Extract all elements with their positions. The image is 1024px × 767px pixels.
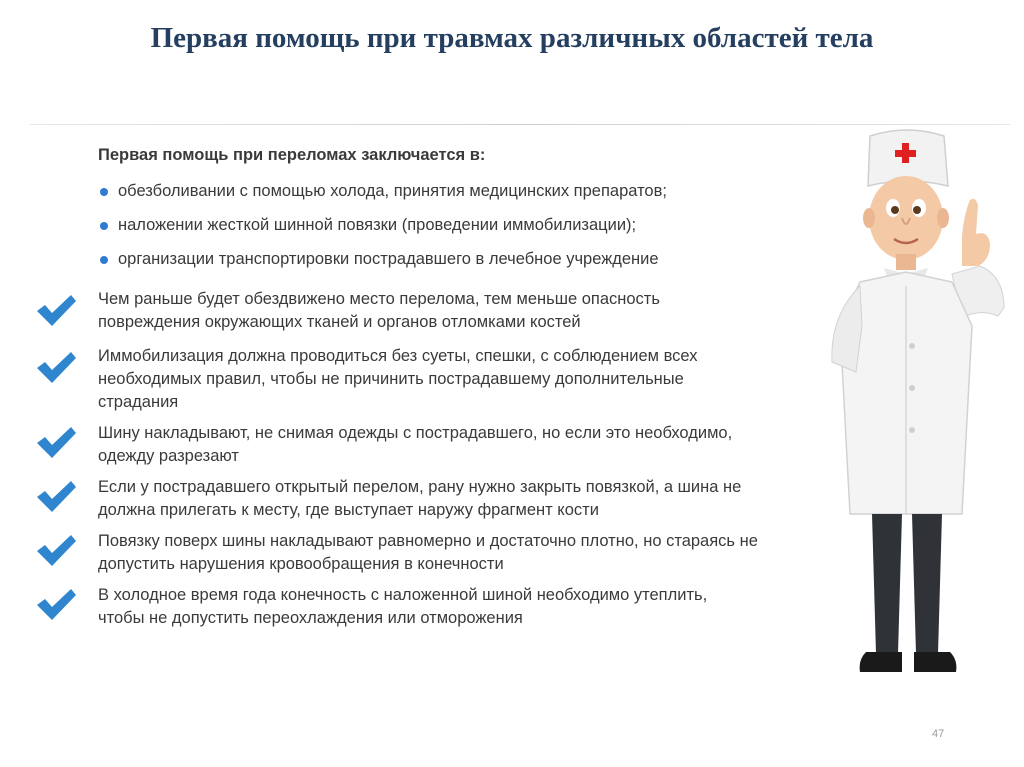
bullet-list	[98, 174, 667, 276]
bullet-dot-icon	[100, 256, 108, 264]
checkmark-icon	[34, 424, 78, 462]
checklist-text: Иммобилизация должна проводиться без суеты, спешки, с соблюдением всех необходимых правил, чтобы не причинить пострадавшему дополнительные страдания	[98, 347, 698, 411]
checkmark-icon	[34, 292, 78, 330]
bullet-dot-icon	[100, 188, 108, 196]
section-heading: Первая помощь при переломах заключается в:	[98, 146, 486, 164]
bullet-item	[98, 242, 667, 276]
checkmark-icon	[34, 532, 78, 570]
checklist-text: В холодное время года конечность с наложенной шиной необходимо утеплить, чтобы не допустить переохлаждения или отморожения	[98, 586, 708, 627]
checklist-text: Если у пострадавшего открытый перелом, рану нужно закрыть повязкой, а шина не должна прилегать к месту, где выступает наружу фрагмент кости	[98, 478, 742, 519]
bullet-text: обезболивании с помощью холода, принятия медицинских препаратов;	[118, 182, 667, 200]
bullet-dot-icon	[100, 222, 108, 230]
checklist-text: Чем раньше будет обездвижено место перелома, тем меньше опасность повреждения окружающих тканей и органов отломками костей	[98, 290, 660, 331]
checkmark-icon	[34, 586, 78, 624]
slide-title: Первая помощь при травмах различных областей тела	[150, 22, 874, 54]
bullet-item	[98, 208, 667, 242]
checkmark-icon	[34, 349, 78, 387]
checklist-text: Повязку поверх шины накладывают равномерно и достаточно плотно, но стараясь не допустить нарушения кровообращения в конечности	[98, 532, 758, 573]
page-number: 47	[932, 728, 945, 740]
divider	[30, 124, 1010, 125]
checklist-text: Шину накладывают, не снимая одежды с пострадавшего, но если это необходимо, одежду разрезают	[98, 424, 733, 465]
bullet-text: организации транспортировки пострадавшего в лечебное учреждение	[118, 250, 659, 268]
bullet-text: наложении жесткой шинной повязки (проведении иммобилизации);	[118, 216, 637, 234]
doctor-illustration	[812, 126, 1022, 682]
checkmark-icon	[34, 478, 78, 516]
bullet-item	[98, 174, 667, 208]
